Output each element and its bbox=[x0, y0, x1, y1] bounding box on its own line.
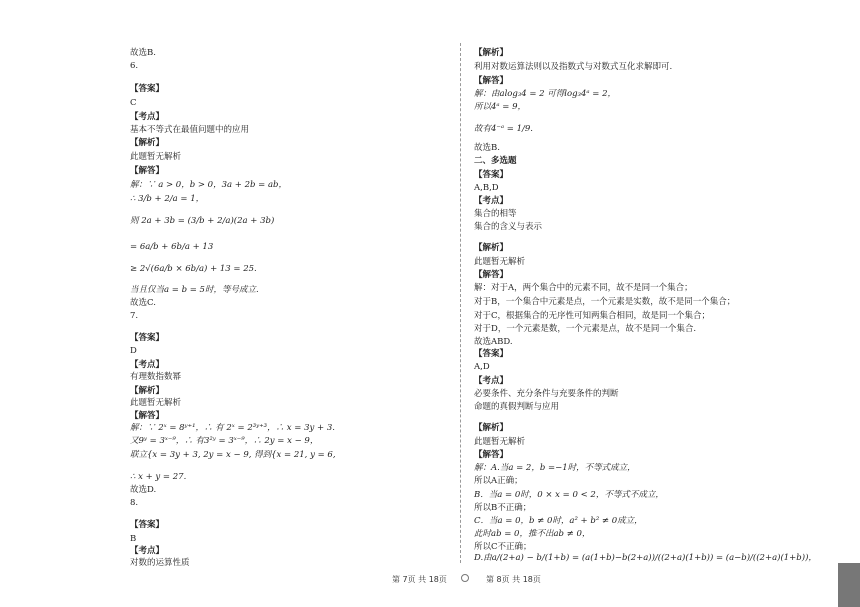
left-text-line: 当且仅当a = b = 5时，等号成立. bbox=[130, 285, 259, 295]
right-text-line: 集合的相等 bbox=[474, 209, 517, 219]
left-text-line: 此题暂无解析 bbox=[130, 152, 182, 162]
left-text-line: 6. bbox=[130, 61, 139, 71]
left-text-line: D bbox=[130, 346, 137, 356]
right-text-line: 所以4ᵃ = 9， bbox=[474, 102, 527, 112]
right-text-line: 集合的含义与表示 bbox=[474, 222, 543, 232]
right-text-line: 对于D，一个元素是数，一个元素是点，故不是同一个集合. bbox=[474, 324, 697, 334]
right-text-line: 【考点】 bbox=[474, 196, 509, 206]
right-text-line: 此时ab = 0，推不出ab ≠ 0， bbox=[474, 529, 591, 539]
right-text-line: 【考点】 bbox=[474, 376, 509, 386]
left-text-line: ≥ 2√(6a/b × 6b/a) + 13 = 25. bbox=[130, 264, 257, 274]
left-text-line: 联立{x = 3y + 3, 2y = x − 9, 得到{x = 21, y = 6, bbox=[130, 450, 336, 460]
left-text-line: 【解答】 bbox=[130, 411, 165, 421]
right-text-line: 对于B，一个集合中元素是点，一个元素是实数，故不是同一个集合； bbox=[474, 297, 736, 307]
right-text-line: 【答案】 bbox=[474, 349, 509, 359]
right-text-line: 解：A.当a = 2，b =−1时，不等式成立， bbox=[474, 463, 636, 473]
left-text-line: 故选D. bbox=[130, 485, 157, 495]
left-text-line: 【考点】 bbox=[130, 112, 165, 122]
left-text-line: 故选C. bbox=[130, 298, 156, 308]
right-text-line: 解：对于A，两个集合中的元素不同，故不是同一个集合； bbox=[474, 283, 693, 293]
right-text-line: 【解析】 bbox=[474, 243, 509, 253]
right-text-line: 【解答】 bbox=[474, 450, 509, 460]
page-number-left: 第 7页 共 18页 bbox=[392, 575, 447, 584]
left-text-line: ∴ 3/b + 2/a = 1， bbox=[130, 194, 205, 204]
right-text-line: 【解答】 bbox=[474, 76, 509, 86]
left-text-line: 【考点】 bbox=[130, 360, 165, 370]
left-text-line: 对数的运算性质 bbox=[130, 558, 190, 568]
page-separator-dot bbox=[461, 574, 469, 582]
right-text-line: 故选ABD. bbox=[474, 337, 513, 347]
right-text-line: 所以C不正确； bbox=[474, 542, 532, 552]
left-text-line: 【解析】 bbox=[130, 138, 165, 148]
right-text-line: 解：由alog₃4 = 2 可得log₃4ᵃ = 2， bbox=[474, 89, 617, 99]
right-text-line: 故有4⁻ᵃ = 1/9. bbox=[474, 124, 533, 134]
right-text-line: 【解析】 bbox=[474, 48, 509, 58]
right-text-line: A,B,D bbox=[474, 183, 499, 193]
left-text-line: 【考点】 bbox=[130, 546, 165, 556]
left-text-line: 故选B. bbox=[130, 48, 156, 58]
right-text-line: 命题的真假判断与应用 bbox=[474, 402, 560, 412]
left-text-line: 有理数指数幂 bbox=[130, 372, 182, 382]
left-text-line: 则 2a + 3b = (3/b + 2/a)(2a + 3b) bbox=[130, 216, 275, 226]
left-text-line: C bbox=[130, 98, 137, 108]
left-text-line: 解：∵ 2ˣ = 8ʸ⁺¹，∴ 有 2ˣ = 2³ʸ⁺³，∴ x = 3y + 3. bbox=[130, 423, 335, 433]
column-divider bbox=[460, 43, 461, 563]
left-text-line: = 6a/b + 6b/a + 13 bbox=[130, 242, 214, 252]
scrollbar-thumb[interactable] bbox=[838, 563, 860, 607]
left-text-line: 此题暂无解析 bbox=[130, 398, 182, 408]
page-number-right: 第 8页 共 18页 bbox=[486, 575, 541, 584]
right-text-line: 必要条件、充分条件与充要条件的判断 bbox=[474, 389, 619, 399]
left-text-line: 【答案】 bbox=[130, 520, 165, 530]
right-text-line: 【解答】 bbox=[474, 270, 509, 280]
right-text-line: 所以B不正确； bbox=[474, 503, 532, 513]
right-text-line: 对于C，根据集合的无序性可知两集合相同，故是同一个集合； bbox=[474, 311, 711, 321]
right-text-line: 此题暂无解析 bbox=[474, 257, 526, 267]
right-text-line: 利用对数运算法则以及指数式与对数式互化求解即可. bbox=[474, 62, 673, 72]
left-text-line: 【解析】 bbox=[130, 386, 165, 396]
left-text-line: 【答案】 bbox=[130, 333, 165, 343]
left-text-line: 7. bbox=[130, 311, 139, 321]
right-text-line: A,D bbox=[474, 362, 490, 372]
left-text-line: 【解答】 bbox=[130, 166, 165, 176]
right-text-line: B．当a = 0时，0 × x = 0 < 2，不等式不成立， bbox=[474, 490, 664, 500]
left-text-line: 8. bbox=[130, 498, 139, 508]
left-text-line: 基本不等式在最值问题中的应用 bbox=[130, 125, 250, 135]
right-text-line: 【答案】 bbox=[474, 170, 509, 180]
left-text-line: ∴ x + y = 27. bbox=[130, 472, 187, 482]
left-text-line: 解：∵ a > 0，b > 0，3a + 2b = ab， bbox=[130, 180, 287, 190]
right-text-line: 所以A正确； bbox=[474, 476, 523, 486]
right-text-line: 二、多选题 bbox=[474, 156, 517, 166]
left-text-line: 又9ʸ = 3ˣ⁻⁹，∴ 有3²ʸ = 3ˣ⁻⁹，∴ 2y = x − 9， bbox=[130, 436, 319, 446]
right-text-line: D.由a/(2+a) − b/(1+b) = (a(1+b)−b(2+a))/((2+a)(1+b)) = (a−b)/((2+a)(1+b))， bbox=[474, 553, 817, 563]
right-text-line: 【解析】 bbox=[474, 423, 509, 433]
left-text-line: B bbox=[130, 534, 137, 544]
right-text-line: 此题暂无解析 bbox=[474, 437, 526, 447]
left-text-line: 【答案】 bbox=[130, 84, 165, 94]
right-text-line: 故选B. bbox=[474, 143, 500, 153]
right-text-line: C．当a = 0，b ≠ 0时，a² + b² ≠ 0成立， bbox=[474, 516, 643, 526]
